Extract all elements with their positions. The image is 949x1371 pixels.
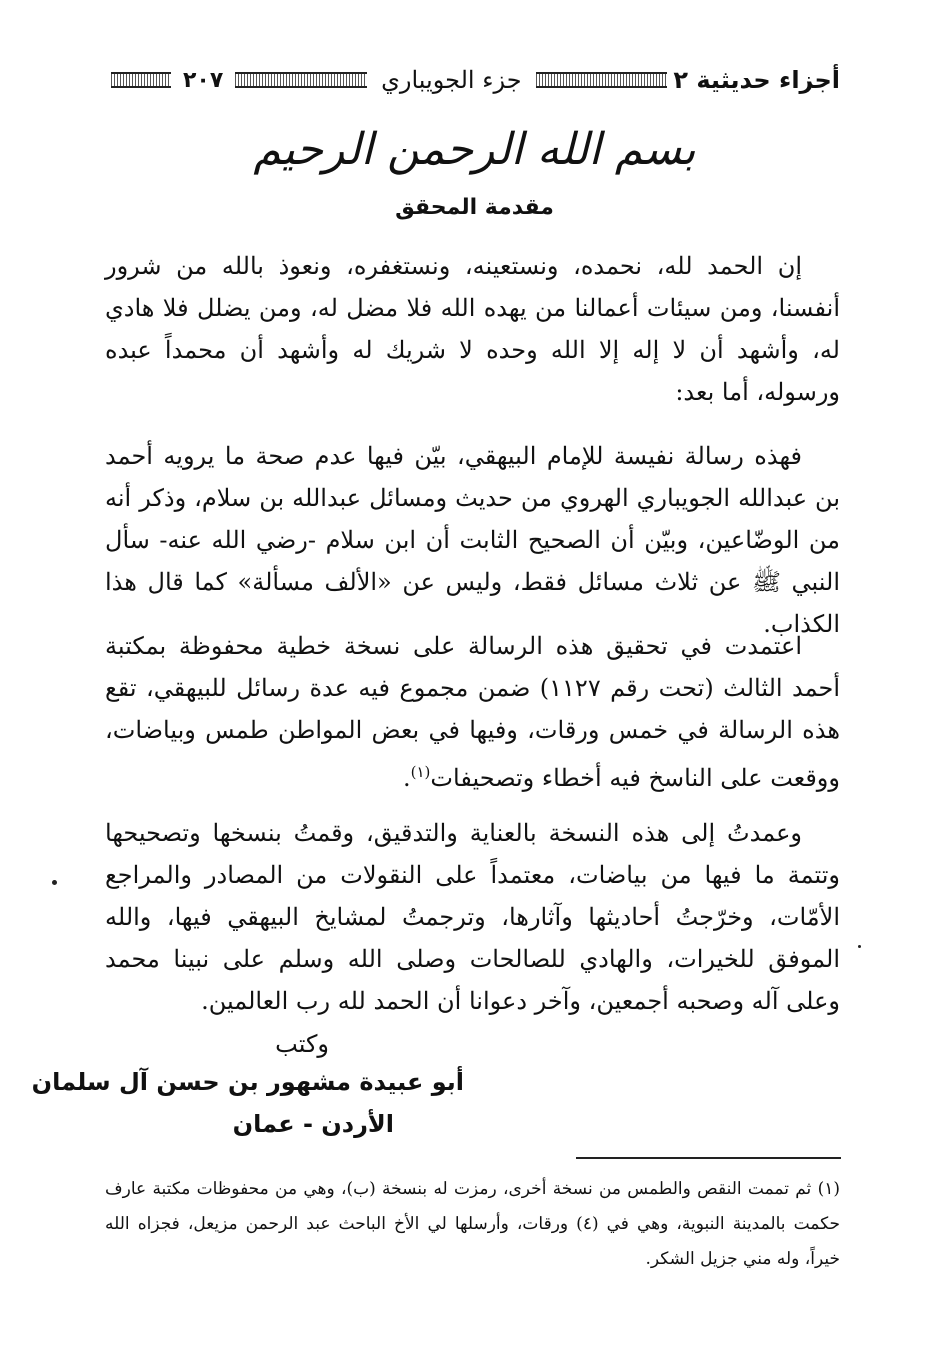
header-ornament-bar: [235, 72, 367, 88]
section-title: مقدمة المحقق: [395, 195, 554, 220]
paragraph-text: إن الحمد لله، نحمده، ونستعينه، ونستغفره، ونعوذ بالله من شرور أنفسنا، ومن سيئات أعمالنا من يهده الله فلا مضل له، ومن يضلل فلا هادي له، وأشهد أن لا إله إلا الله وحده لا شريك له وأشهد أن محمداً عبده ورسوله، أما بعد:: [105, 252, 840, 406]
scan-speck: [858, 945, 861, 948]
paragraph-text: اعتمدت في تحقيق هذه الرسالة على نسخة خطية محفوظة بمكتبة أحمد الثالث (تحت رقم ١١٢٧) ضمن مجموع فيه عدة رسائل للبيهقي، تقع هذه الرسالة في خمس ورقات، وفيها في بعض المواطن طمس وبياضات، ووقعت على الناسخ فيه أخطاء وتصحيفات: [105, 632, 840, 792]
part-title: جزء الجويباري: [381, 66, 522, 94]
footnote-reference[interactable]: (١): [410, 763, 431, 781]
basmala-calligraphy: بسم الله الرحمن الرحيم: [253, 124, 696, 175]
paragraph: [105, 245, 840, 413]
paragraph: [105, 812, 840, 1022]
page-number: ٢٠٧: [182, 67, 224, 93]
paragraph-text: وعمدتُ إلى هذه النسخة بالعناية والتدقيق، وقمتُ بنسخها وتصحيحها وتتمة ما فيها من بياضات، معتمداً على النقولات من المصادر والمراجع الأمّات، وخرّجتُ أحاديثها وآثارها، وترجمتُ لمشايخ البيهقي فيها، والله الموفق للخيرات، والهادي للصالحات وصلى الله وسلم على نبينا محمد وعلى آله وصحبه أجمعين، وآخر دعوانا أن الحمد لله رب العالمين.: [105, 819, 840, 1015]
header-ornament-bar: [111, 72, 171, 88]
running-header: [105, 60, 840, 100]
footnote-separator: [576, 1157, 841, 1159]
book-title: أجزاء حديثية ٢: [673, 66, 840, 94]
paragraph: [105, 435, 840, 645]
paragraph-text: فهذه رسالة نفيسة للإمام البيهقي، بيّن فيها عدم صحة ما يرويه أحمد بن عبدالله الجويباري الهروي من حديث ومسائل عبدالله بن سلام، وذكر أنه من الوضّاعين، وبيّن أن الصحيح الثابت أن ابن سلام -رضي الله عنه- سأل النبي ﷺ عن ثلاث مسائل فقط، وليس عن «الألف مسألة» كما قال هذا الكذاب.: [105, 442, 840, 638]
signature-place: الأردن - عمان: [232, 1110, 394, 1138]
footnote: (١) ثم تممت النقص والطمس من نسخة أخرى، رمزت له بنسخة (ب)، وهي من محفوظات مكتبة عارف حكمت بالمدينة النبوية، وهي في (٤) ورقات، وأرسلها لي الأخ الباحث عبد الرحمن مزيعل، فجزاه الله خيراً، وله مني جزيل الشكر.: [105, 1179, 840, 1269]
signature-author: أبو عبيدة مشهور بن حسن آل سلمان: [31, 1068, 464, 1096]
scan-speck: [52, 880, 57, 885]
header-ornament-bar: [536, 72, 668, 88]
signature-wrote: وكتب: [275, 1030, 329, 1058]
paragraph: اعتمدت في تحقيق هذه الرسالة على نسخة خطية محفوظة بمكتبة أحمد الثالث (تحت رقم ١١٢٧) ضمن مجموع فيه عدة رسائل للبيهقي، تقع هذه الرسالة في خمس ورقات، وفيها في بعض المواطن طمس وبياضات، ووقعت على الناسخ فيه أخطاء وتصحيفات$^{(١)}$.: [105, 632, 840, 792]
